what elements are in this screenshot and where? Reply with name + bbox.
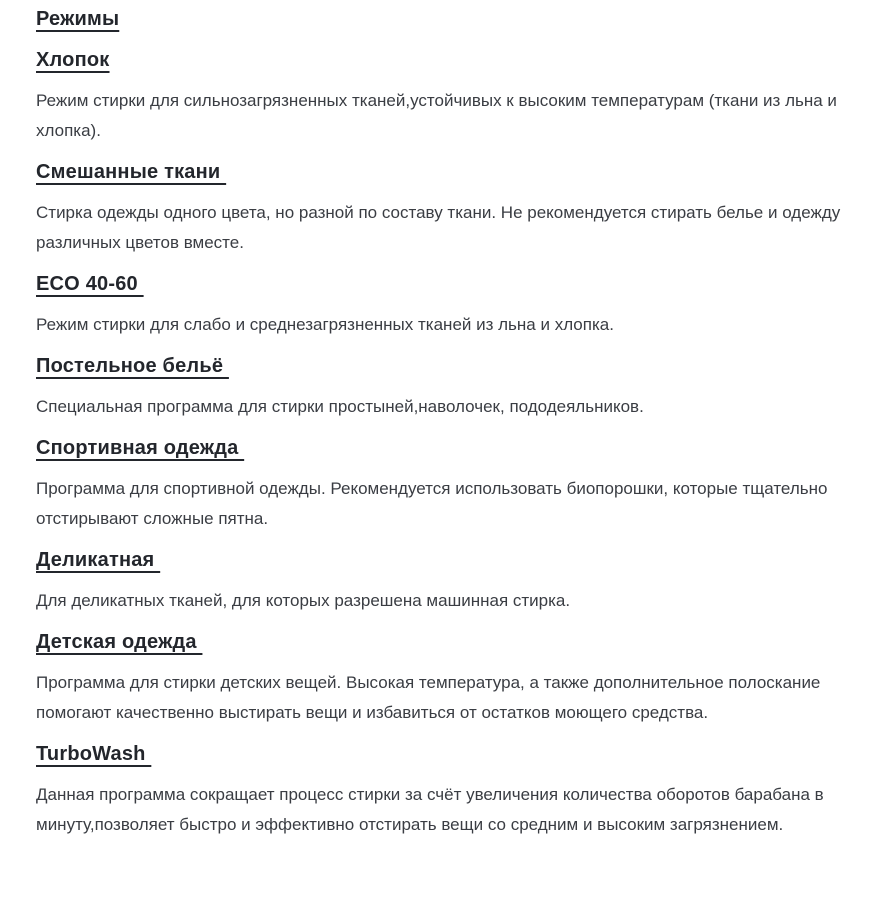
mode-heading: TurboWash [36,743,152,765]
mode-section-eco-40-60 [36,269,877,340]
mode-description: Режим стирки для слабо и среднезагрязненных тканей из льна и хлопка. [36,315,614,334]
mode-section-mixed-fabrics [36,157,877,258]
mode-heading: Хлопок [36,49,110,71]
mode-description: Программа для стирки детских вещей. Высокая температура, а также дополнительное полоскание помогают качественно выстирать вещи и избавиться от остатков моющего средства. [36,673,821,722]
mode-section-turbowash [36,739,877,840]
mode-heading: Смешанные ткани [36,161,227,183]
mode-description: Для деликатных тканей, для которых разрешена машинная стирка. [36,591,571,610]
mode-heading: Спортивная одежда [36,437,245,459]
mode-section-cotton [36,45,877,146]
mode-heading: Детская одежда [36,631,203,653]
document-page [36,4,877,840]
mode-heading: Постельное бельё [36,355,229,377]
mode-section-delicate [36,545,877,616]
mode-description: Данная программа сокращает процесс стирки за счёт увеличения количества оборотов барабана в минуту,позволяет быстро и эффективно отстирать вещи со средним и высоким загрязнением. [36,785,824,834]
mode-description: Программа для спортивной одежды. Рекомендуется использовать биопорошки, которые тщательно отстирывают сложные пятна. [36,479,828,528]
mode-description: Режим стирки для сильнозагрязненных тканей,устойчивых к высоким температурам (ткани из льна и хлопка). [36,91,837,140]
mode-heading: ECO 40-60 [36,273,144,295]
mode-section-kids-clothes [36,627,877,728]
mode-heading: Деликатная [36,549,161,571]
mode-description: Специальная программа для стирки простыней,наволочек, пододеяльников. [36,397,644,416]
page-title: Режимы [36,8,120,30]
mode-section-bed-linen [36,351,877,422]
mode-description: Стирка одежды одного цвета, но разной по составу ткани. Не рекомендуется стирать белье и одежду различных цветов вместе. [36,203,841,252]
mode-section-sportswear [36,433,877,534]
